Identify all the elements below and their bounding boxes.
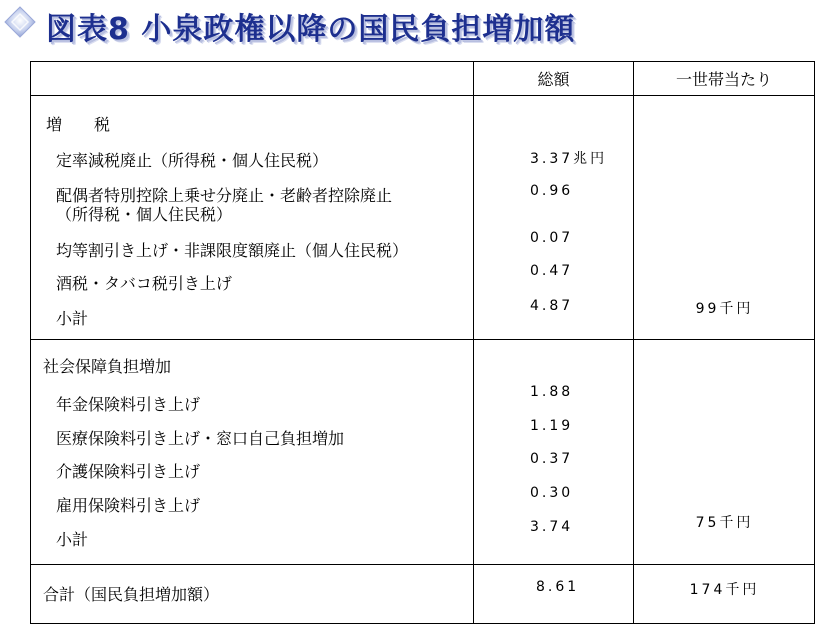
header-per-household: 一世帯当たり xyxy=(634,62,815,96)
subtotal-per-household: 75千円 xyxy=(695,515,754,531)
row-label: 配偶者特別控除上乗せ分廃止・老齢者控除廃止 xyxy=(56,186,393,205)
row-label: 酒税・タバコ税引き上げ xyxy=(56,274,232,293)
section-heading: 増 税 xyxy=(46,115,111,134)
row-total: 0.30 xyxy=(530,485,574,501)
row-label: 介護保険料引き上げ xyxy=(56,462,201,481)
diamond-bullet-icon xyxy=(4,6,36,38)
subtotal-per-household: 99千円 xyxy=(695,301,754,317)
section-heading: 社会保障負担増加 xyxy=(43,357,172,376)
grand-total-label-cell xyxy=(31,565,474,624)
row-label: 雇用保険料引き上げ xyxy=(56,496,201,515)
row-total: 0.37 xyxy=(530,451,574,467)
social-totals xyxy=(474,340,634,565)
row-total: 0.96 xyxy=(530,183,574,199)
tax-totals xyxy=(474,96,634,340)
grand-total-row xyxy=(31,565,815,624)
row-label: 均等割引き上げ・非課限度額廃止（個人住民税） xyxy=(56,241,409,260)
table-header-row xyxy=(31,62,815,96)
row-label: 小計 xyxy=(56,309,89,328)
row-total: 0.07 xyxy=(530,230,574,246)
grand-total-cell xyxy=(474,565,634,624)
tax-labels xyxy=(31,96,474,340)
page-title: 図表8 小泉政権以降の国民負担増加額 xyxy=(46,12,576,47)
header-label-col xyxy=(31,62,474,96)
row-label: 小計 xyxy=(56,530,89,549)
grand-total-per-household: 174千円 xyxy=(689,582,760,598)
section-tax-increase xyxy=(31,96,815,340)
social-per-household xyxy=(634,340,815,565)
social-labels xyxy=(31,340,474,565)
tax-per-household xyxy=(634,96,815,340)
row-total: 3.37兆円 xyxy=(530,151,608,167)
row-total: 3.74 xyxy=(530,519,574,535)
row-label-continued: （所得税・個人住民税） xyxy=(56,205,233,224)
row-label: 医療保険料引き上げ・窓口自己負担増加 xyxy=(56,429,345,448)
section-social-security xyxy=(31,340,815,565)
grand-total-label: 合計（国民負担増加額） xyxy=(43,585,220,604)
row-total: 0.47 xyxy=(530,263,574,279)
burden-table xyxy=(30,61,815,624)
row-total: 4.87 xyxy=(530,298,574,314)
grand-total-value: 8.61 xyxy=(536,579,580,595)
row-label: 年金保険料引き上げ xyxy=(56,395,201,414)
title-bar xyxy=(0,0,815,52)
grand-total-per-household-cell xyxy=(634,565,815,624)
row-total: 1.19 xyxy=(530,418,574,434)
row-total: 1.88 xyxy=(530,384,574,400)
header-total: 総額 xyxy=(474,62,634,96)
row-label: 定率減税廃止（所得税・個人住民税） xyxy=(56,151,329,170)
